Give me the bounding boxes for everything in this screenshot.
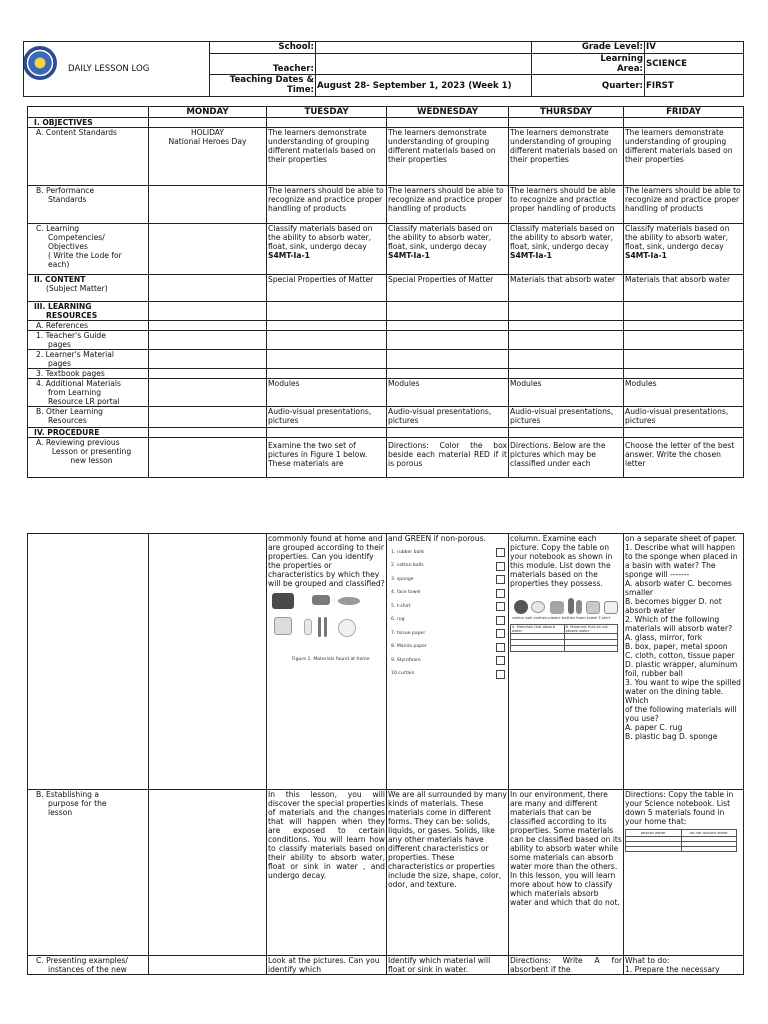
empty-cell	[624, 369, 744, 379]
day-header-friday: FRIDAY	[624, 107, 744, 118]
grade-value: IV	[645, 42, 744, 54]
empty-cell	[387, 118, 509, 128]
worksheet-item: 6. rug	[391, 617, 405, 623]
empty-cell	[149, 956, 267, 975]
empty-cell	[267, 302, 387, 321]
wednesday-additional: Modules	[387, 379, 509, 407]
glass-picture	[304, 619, 312, 635]
color-box[interactable]	[496, 616, 505, 625]
wednesday-content: Special Properties of Matter	[387, 275, 509, 302]
empty-cell	[509, 321, 624, 331]
worksheet-item: 4. face towel	[391, 590, 421, 596]
empty-cell	[267, 331, 387, 350]
empty-cell	[149, 379, 267, 407]
tuesday-other-resources: Audio-visual presentations, pictures	[267, 407, 387, 428]
empty-cell	[509, 118, 624, 128]
performance-standards-label: B. Performance Standards	[28, 186, 149, 224]
thursday-examples: Directions: Write A for absorbent if the	[510, 956, 622, 974]
friday-reviewing: Choose the letter of the best answer. Write the chosen letter	[624, 438, 744, 478]
worksheet-item: 10.curtain	[391, 671, 415, 677]
tuesday-competency: Classify materials based on the ability to absorb water, float, sink, undergo decay S4MT-Ia-1	[267, 224, 387, 275]
content-standards-label: A. Content Standards	[28, 128, 149, 186]
absorb-header: absorb water	[626, 830, 682, 837]
learning-resources-label: III. LEARNING RESOURCES	[28, 302, 149, 321]
tuesday-additional: Modules	[267, 379, 387, 407]
thursday-content: Materials that absorb water	[509, 275, 624, 302]
area-value: SCIENCE	[645, 54, 744, 75]
not-absorb-header: do not absorb water	[681, 830, 737, 837]
color-box[interactable]	[496, 548, 505, 557]
school-value[interactable]	[316, 42, 532, 54]
empty-cell	[509, 369, 624, 379]
tuesday-content: Special Properties of Matter	[267, 275, 387, 302]
empty-cell	[267, 369, 387, 379]
tuesday-content-standard: The learners demonstrate understanding of grouping different materials based on their properties	[267, 128, 387, 186]
bottles-picture	[568, 598, 574, 614]
pot-picture	[274, 617, 292, 635]
empty-cell	[149, 407, 267, 428]
grade-label: Grade Level:	[532, 42, 645, 54]
teachers-guide-label: 1. Teacher's Guide pages	[28, 331, 149, 350]
empty-cell	[149, 790, 267, 956]
ironing-picture	[272, 593, 294, 609]
empty-cell	[149, 438, 267, 478]
reviewing-label: A. Reviewing previous Lesson or presenting new lesson	[28, 438, 149, 478]
wednesday-competency: Classify materials based on the ability to absorb water, float, sink, undergo decay S4MT-Ia-1	[387, 224, 509, 275]
cutlery-picture	[324, 617, 327, 637]
wednesday-content-standard: The learners demonstrate understanding of grouping different materials based on their properties	[387, 128, 509, 186]
thursday-other-resources: Audio-visual presentations, pictures	[509, 407, 624, 428]
friday-reviewing-continued: on a separate sheet of paper. 1. Describe what will happen to the sponge when placed in a basin with water? The sponge will ------- A. absorb water C. becomes smaller B. becomes bigger D. not absorb water 2. Which of the following materials will absorb water? A. glass, mirror, fork B. box, paper, metal spoon C. cloth, cotton, tissue paper D. plastic wrapper, aluminum foil, rubber ball 3. You want to wipe the spilled water on the dining table. Which of the following materials will you use? A. paper C. rug B. plastic bag D. sponge	[624, 534, 744, 790]
cotton-picture	[531, 601, 545, 613]
empty-cell	[28, 534, 149, 790]
absorb-col-header: A. Materials that absorb water	[511, 625, 565, 634]
friday-competency: Classify materials based on the ability to absorb water, float, sink, undergo decay S4MT-Ia-1	[624, 224, 744, 275]
empty-cell	[267, 321, 387, 331]
friday-examples: What to do: 1. Prepare the necessary	[624, 956, 744, 975]
day-header-thursday: THURSDAY	[509, 107, 624, 118]
quarter-value: FIRST	[645, 75, 744, 97]
empty-cell	[509, 350, 624, 369]
empty-cell	[387, 369, 509, 379]
header-table	[23, 41, 744, 97]
day-header-tuesday: TUESDAY	[267, 107, 387, 118]
not-absorb-col-header: B. Materials that do not absorb water	[564, 625, 618, 634]
empty-cell	[624, 118, 744, 128]
color-box[interactable]	[496, 562, 505, 571]
examples-label: C. Presenting examples/ instances of the new	[28, 956, 149, 975]
friday-content-standard: The learners demonstrate understanding of grouping different materials based on their properties	[624, 128, 744, 186]
tuesday-examples: Look at the pictures. Can you identify which	[267, 956, 387, 975]
header-title: DAILY LESSON LOG	[68, 64, 150, 74]
empty-cell	[387, 321, 509, 331]
day-header-monday: MONDAY	[149, 107, 267, 118]
empty-cell	[624, 428, 744, 438]
figure-caption: Figure 1. Materials found at home	[292, 657, 370, 662]
empty-cell	[387, 428, 509, 438]
teacher-label: Teacher:	[210, 54, 316, 75]
tshirt-picture	[604, 601, 618, 614]
procedure-heading: IV. PROCEDURE	[28, 428, 149, 438]
empty-cell	[149, 331, 267, 350]
friday-performance-standard: The learners should be able to recognize and practice proper handling of products	[624, 186, 744, 224]
worksheet-item: 8. Manila paper	[391, 644, 427, 650]
color-box[interactable]	[496, 643, 505, 652]
tuesday-purpose: In this lesson, you will discover the special properties of materials and the changes that will happen when they are exposed to certain conditions. You will learn how to classify materials based on their ability to absorb water, float or sink in water , and undergo decay.	[267, 790, 387, 956]
empty-cell	[149, 428, 267, 438]
day-header-wednesday: WEDNESDAY	[387, 107, 509, 118]
ball-picture	[514, 600, 528, 614]
textbook-label: 3. Textbook pages	[28, 369, 149, 379]
clothes-picture	[550, 601, 564, 614]
home-materials-table	[625, 829, 737, 852]
empty-cell	[624, 302, 744, 321]
wednesday-reviewing-continued: and GREEN if non-porous. 1. rubber balls 2. cotton balls 3. sponge 4. face towel 5. t-shirt 6. rug 7. tissue paper 8. Manila paper 9. Styrofoam 10.curtain	[387, 534, 509, 790]
competencies-label: C. Learning Competencies/ Objectives ( Write the Lode for each)	[28, 224, 149, 275]
empty-cell	[509, 331, 624, 350]
area-label: Learning Area:	[532, 54, 645, 75]
color-box[interactable]	[496, 670, 505, 679]
worksheet-item: 2. cotton balls	[391, 563, 424, 569]
dates-value: August 28- September 1, 2023 (Week 1)	[316, 75, 532, 97]
empty-cell	[149, 224, 267, 275]
wednesday-other-resources: Audio-visual presentations, pictures	[387, 407, 509, 428]
empty-cell	[267, 428, 387, 438]
teacher-value[interactable]	[316, 54, 532, 75]
references-label: A. References	[28, 321, 149, 331]
color-box[interactable]	[496, 575, 505, 584]
table-cell	[681, 847, 737, 852]
tuesday-reviewing-continued: commonly found at home and are grouped according to their properties. Can you identify the properties or characteristics by which they will be grouped and classified? Figure 1. Materials found at home	[267, 534, 387, 790]
thursday-reviewing-continued: column. Examine each picture. Copy the table on your notebook as shown in this module. List down the materials based on the properties they possess. cotton ball clothes plastic bottles foam towel T-shirt A. Materials that absorb water B. Materials that do not absorb water	[509, 534, 624, 790]
laptop-picture	[312, 595, 330, 605]
worksheet-item: 7. tissue paper	[391, 630, 426, 636]
table-cell	[626, 847, 682, 852]
thursday-performance-standard: The learners should be able to recognize and practice proper handling of products	[509, 186, 624, 224]
color-box[interactable]	[496, 589, 505, 598]
empty-cell	[149, 302, 267, 321]
empty-cell	[387, 350, 509, 369]
thursday-content-standard: The learners demonstrate understanding of grouping different materials based on their properties	[509, 128, 624, 186]
color-box[interactable]	[496, 602, 505, 611]
friday-content: Materials that absorb water	[624, 275, 744, 302]
empty-cell	[149, 321, 267, 331]
empty-cell	[624, 331, 744, 350]
friday-other-resources: Audio-visual presentations, pictures	[624, 407, 744, 428]
empty-cell	[149, 275, 267, 302]
monday-holiday: HOLIDAY National Heroes Day	[149, 128, 267, 186]
school-label: School:	[210, 42, 316, 54]
empty-cell	[267, 118, 387, 128]
content-label: II. CONTENT (Subject Matter)	[28, 275, 149, 302]
empty-cell	[149, 186, 267, 224]
empty-cell	[149, 534, 267, 790]
empty-cell	[509, 302, 624, 321]
empty-cell	[387, 331, 509, 350]
wednesday-reviewing: Directions: Color the box beside each material RED if it is porous	[387, 438, 509, 478]
worksheet-item: 1. rubber balls	[391, 549, 425, 555]
empty-cell	[624, 321, 744, 331]
household-materials-figure	[268, 591, 385, 669]
wednesday-examples: Identify which material will float or sink in water.	[387, 956, 509, 975]
objectives-heading: I. OBJECTIVES	[28, 118, 149, 128]
pictures-labels: cotton ball clothes plastic bottles foam towel T-shirt	[512, 615, 611, 620]
header-title-cell	[24, 42, 210, 97]
thursday-purpose: In our environment, there are many and different materials that can be classified according to its properties. Some materials can be classified based on its ability to absorb water while some materials can absorb water more than the others. In this lesson, you will learn more about how to classify which materials absorb water and which that do not.	[509, 790, 624, 956]
tuesday-reviewing: Examine the two set of pictures in Figure 1 below. These materials are	[267, 438, 387, 478]
purpose-label: B. Establishing a purpose for the lesson	[28, 790, 149, 956]
quarter-label: Quarter:	[532, 75, 645, 97]
color-box[interactable]	[496, 629, 505, 638]
bottles-picture	[576, 600, 582, 614]
dates-label: Teaching Dates & Time:	[210, 75, 316, 97]
towel-picture	[586, 601, 600, 614]
corner-cell	[28, 107, 149, 118]
other-resources-label: B. Other Learning Resources	[28, 407, 149, 428]
empty-cell	[387, 302, 509, 321]
empty-cell	[149, 118, 267, 128]
empty-cell	[149, 369, 267, 379]
wednesday-performance-standard: The learners should be able to recognize and practice proper handling of products	[387, 186, 509, 224]
worksheet-item: 9. Styrofoam	[391, 657, 421, 663]
learners-material-label: 2. Learner's Material pages	[28, 350, 149, 369]
friday-purpose: Directions: Copy the table in your Science notebook. List down 5 materials found in your home that: absorb water do not absorb water	[624, 790, 744, 956]
thursday-competency: Classify materials based on the ability to absorb water, float, sink, undergo decay S4MT-Ia-1	[509, 224, 624, 275]
empty-cell	[624, 350, 744, 369]
lesson-log-table	[27, 106, 744, 478]
table-cell	[511, 646, 565, 652]
lesson-log-table-continued	[27, 533, 744, 975]
materials-pictures	[510, 598, 622, 622]
porous-worksheet	[388, 546, 507, 681]
empty-cell	[149, 350, 267, 369]
plate-picture	[338, 619, 356, 637]
table-cell	[564, 646, 618, 652]
thursday-reviewing: Directions. Below are the pictures which may be classified under each	[509, 438, 624, 478]
thursday-additional: Modules	[509, 379, 624, 407]
absorb-table	[510, 624, 618, 652]
tuesday-performance-standard: The learners should be able to recognize and practice proper handling of products	[267, 186, 387, 224]
color-box[interactable]	[496, 656, 505, 665]
worksheet-item: 5. t-shirt	[391, 603, 411, 609]
additional-materials-label: 4. Additional Materials from Learning Resource LR portal	[28, 379, 149, 407]
tray-picture	[338, 597, 360, 605]
worksheet-item: 3. sponge	[391, 576, 414, 582]
cutlery-picture	[318, 617, 321, 637]
friday-additional: Modules	[624, 379, 744, 407]
wednesday-purpose: We are all surrounded by many kinds of materials. These materials come in different forms. They can be: solids, liquids, or gases. Solids, like any other materials have different characteristics or properties. These characteristics or properties include the size, shape, color, odor, and texture.	[387, 790, 509, 956]
empty-cell	[267, 350, 387, 369]
empty-cell	[509, 428, 624, 438]
